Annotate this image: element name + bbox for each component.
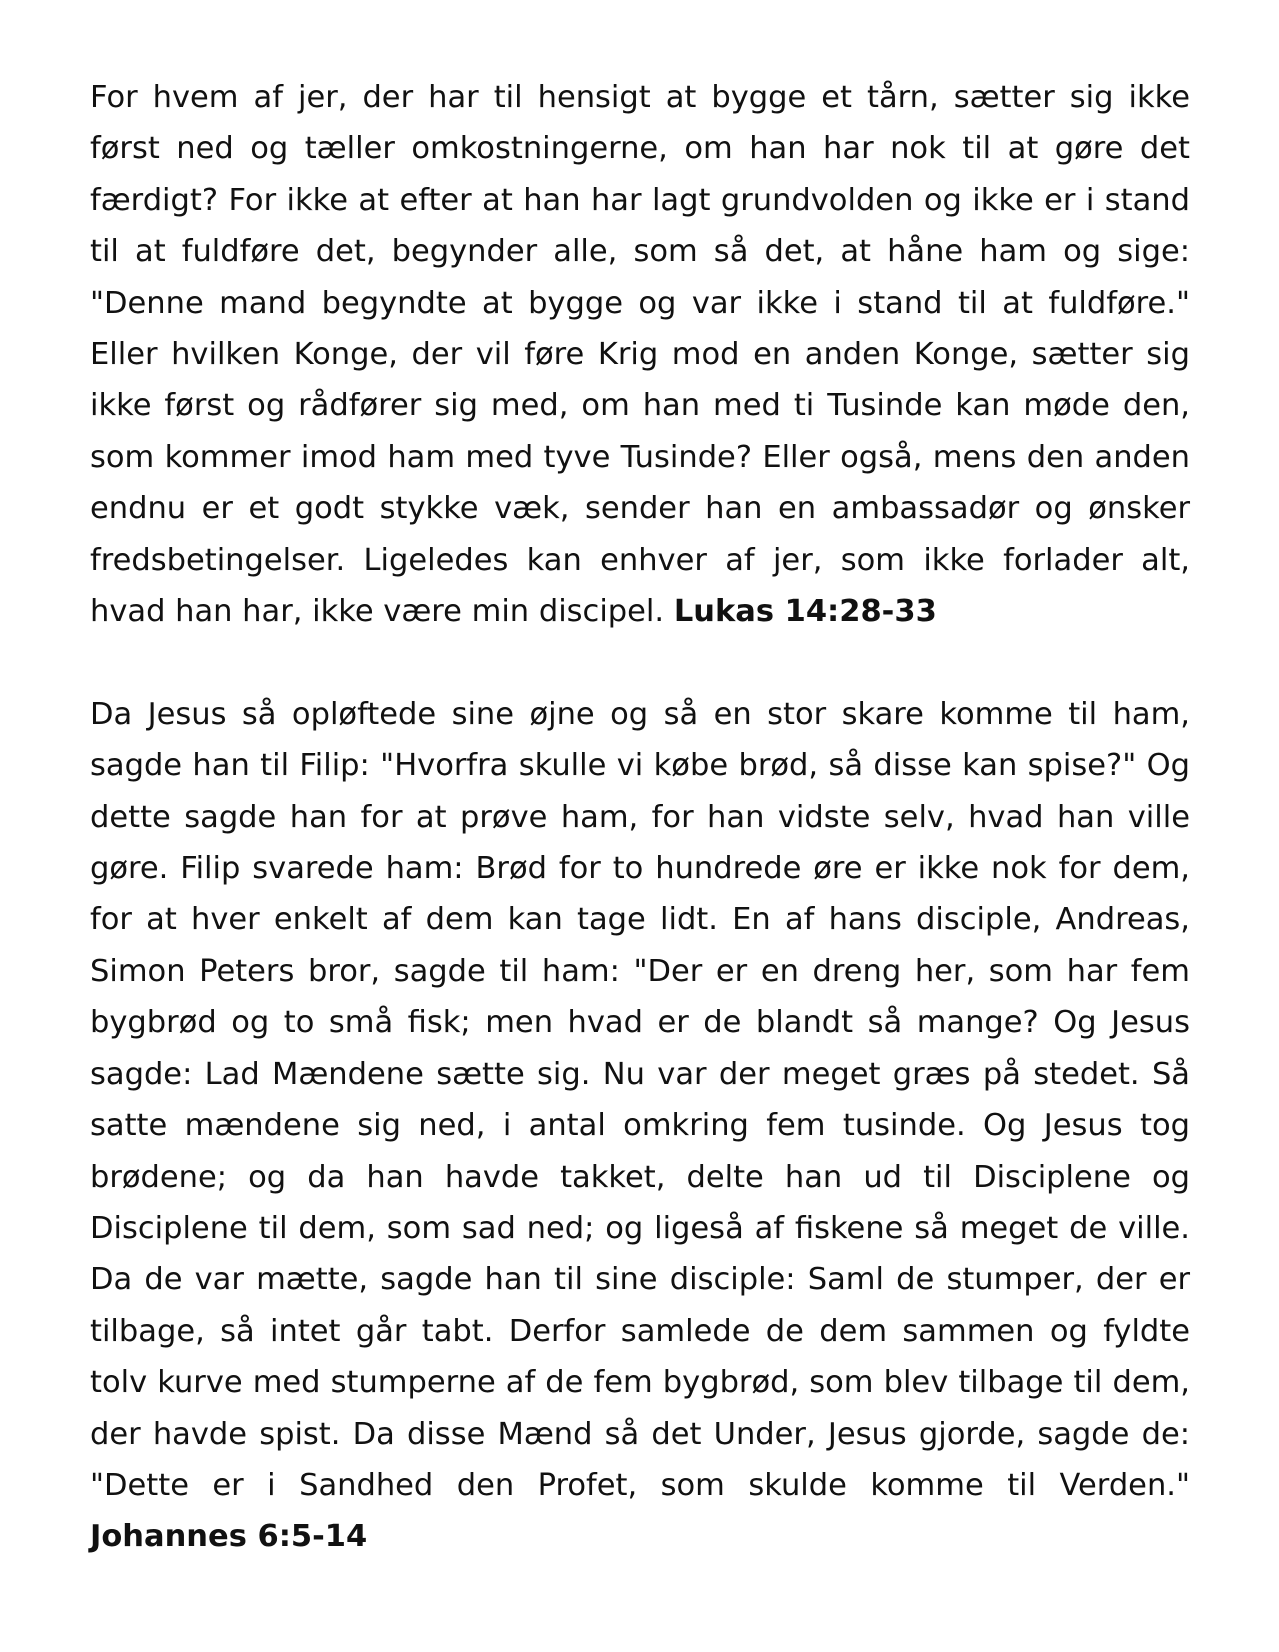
passage-text: Da Jesus så opløftede sine øjne og så en stor skare komme til ham, sagde han til Filip: "Hvorfra skulle vi købe brød, så disse kan spise?" Og dette sagde han for at prøve ham, for han vidste selv, hvad han ville gøre. Filip svarede ham: Brød for to hundrede øre er ikke nok for dem, for at hver enkelt af dem kan tage lidt. En af hans disciple, Andreas, Simon Peters bror, sagde til ham: "Der er en dreng her, som har fem bygbrød og to små fisk; men hvad er de blandt så mange? Og Jesus sagde: Lad Mændene sætte sig. Nu var der meget græs på stedet. Så satte mændene sig ned, i antal omkring fem tusinde. Og Jesus tog brødene; og da han havde takket, delte han ud til Disciplene og Disciplene til dem, som sad ned; og ligeså af fiskene så meget de ville. Da de var mætte, sagde han til sine disciple: Saml de stumper, der er tilbage, så intet går tabt. Derfor samlede de dem sammen og fyldte tolv kurve med stumperne af de fem bygbrød, som blev tilbage til dem, der havde spist. Da disse Mænd så det Under, Jesus gjorde, sagde de: "Dette er i Sandhed den Profet, som skulde komme til Verden." (90, 696, 1190, 1503)
document-page (90, 72, 1190, 1563)
passage-luke (90, 72, 1190, 637)
scripture-reference: Johannes 6:5-14 (90, 1519, 368, 1555)
scripture-reference: Lukas 14:28-33 (673, 594, 937, 630)
passage-john (90, 689, 1190, 1563)
passage-text: For hvem af jer, der har til hensigt at bygge et tårn, sætter sig ikke først ned og tæller omkostningerne, om han har nok til at gøre det færdigt? For ikke at efter at han har lagt grundvolden og ikke er i stand til at fuldføre det, begynder alle, som så det, at håne ham og sige: "Denne mand begyndte at bygge og var ikke i stand til at fuldføre." Eller hvilken Konge, der vil føre Krig mod en anden Konge, sætter sig ikke først og rådfører sig med, om han med ti Tusinde kan møde den, som kommer imod ham med tyve Tusinde? Eller også, mens den anden endnu er et godt stykke væk, sender han en ambassadør og ønsker fredsbetingelser. Ligeledes kan enhver af jer, som ikke forlader alt, hvad han har, ikke være min discipel. (90, 80, 1190, 630)
